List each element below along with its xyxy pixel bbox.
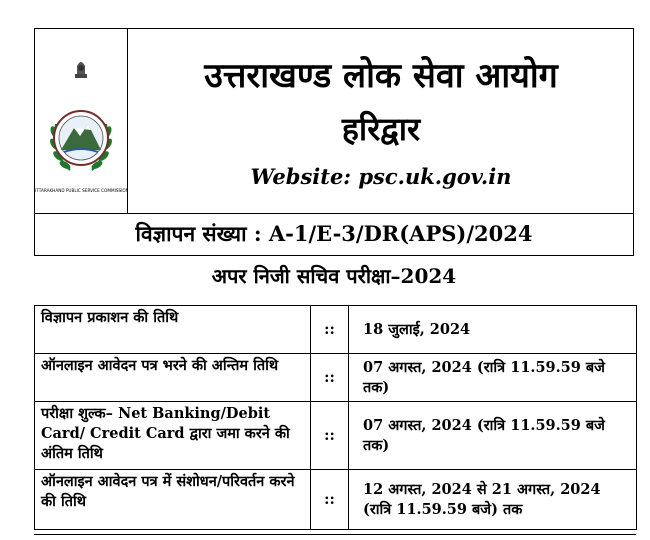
table-row	[35, 354, 637, 402]
table-row	[35, 470, 637, 530]
row-value: 07 अगस्त, 2024 (रात्रि 11.59.59 बजे तक)	[349, 354, 637, 402]
row-separator: ::	[311, 354, 349, 402]
logo-cell	[34, 28, 128, 214]
table-row	[35, 306, 637, 354]
logo-caption-text: UTTARAKHAND PUBLIC SERVICE COMMISSION	[34, 188, 128, 193]
row-value: 18 जुलाई, 2024	[349, 306, 637, 354]
org-name: उत्तराखण्ड लोक सेवा आयोग	[204, 56, 558, 96]
commission-seal-logo	[34, 28, 128, 214]
row-value: 12 अगस्त, 2024 से 21 अगस्त, 2024 (रात्रि 11.59.59 बजे) तक	[349, 470, 637, 530]
exam-title: अपर निजी सचिव परीक्षा–2024	[211, 264, 457, 288]
row-label: परीक्षा शुल्क– Net Banking/Debit Card/ Credit Card द्वारा जमा करने की अंतिम तिथि	[35, 402, 311, 470]
row-label: विज्ञापन प्रकाशन की तिथि	[35, 306, 311, 354]
advertisement-number: विज्ञापन संख्या : A-1/E-3/DR(APS)/2024	[34, 214, 634, 256]
org-city: हरिद्वार	[341, 110, 421, 148]
emblem-icon	[75, 62, 87, 78]
row-label: ऑनलाइन आवेदन पत्र भरने की अन्तिम तिथि	[35, 354, 311, 402]
row-separator: ::	[311, 402, 349, 470]
row-label: ऑनलाइन आवेदन पत्र में संशोधन/परिवर्तन करने की तिथि	[35, 470, 311, 530]
table-row	[35, 402, 637, 470]
divider	[34, 534, 636, 535]
website-text: Website: psc.uk.gov.in	[250, 164, 512, 189]
row-value: 07 अगस्त, 2024 (रात्रि 11.59.59 बजे तक)	[349, 402, 637, 470]
row-separator: ::	[311, 306, 349, 354]
row-separator: ::	[311, 470, 349, 530]
important-dates-table	[34, 305, 637, 530]
